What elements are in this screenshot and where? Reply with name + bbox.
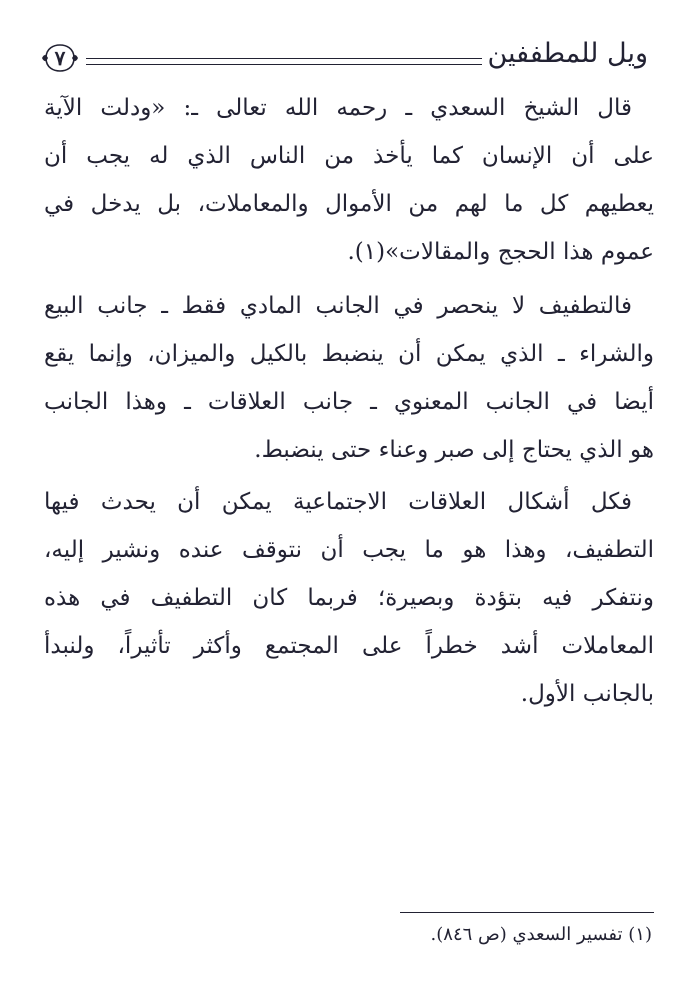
page-number: ٧ bbox=[54, 46, 66, 70]
text-line: عموم هذا الحجج والمقالات»(١). bbox=[347, 239, 654, 265]
paragraph bbox=[44, 84, 654, 276]
main-text bbox=[44, 84, 654, 718]
text-line: فكل أشكال العلاقات الاجتماعية يمكن أن يحدث فيها bbox=[44, 489, 632, 515]
running-title: ويل للمطففين bbox=[487, 38, 648, 69]
paragraph bbox=[44, 478, 654, 718]
text-line: المعاملات أشد خطراً على المجتمع وأكثر تأثيراً، ولنبدأ bbox=[44, 633, 654, 659]
text-line: على أن الإنسان كما يأخذ من الناس الذي له يجب أن bbox=[44, 143, 654, 169]
page-number-ornament bbox=[40, 42, 80, 74]
header-rule-bottom bbox=[86, 64, 482, 65]
text-line: قال الشيخ السعدي ـ رحمه الله تعالى ـ: «ودلت الآية bbox=[44, 95, 632, 121]
footnote: (١) تفسير السعدي (ص ٨٤٦). bbox=[430, 924, 652, 945]
paragraph bbox=[44, 282, 654, 474]
text-line: والشراء ـ الذي يمكن أن ينضبط بالكيل والميزان، وإنما يقع bbox=[44, 341, 654, 367]
text-line: يعطيهم كل ما لهم من الأموال والمعاملات، بل يدخل في bbox=[44, 191, 654, 217]
header-rule-top bbox=[86, 58, 482, 59]
running-header bbox=[40, 34, 652, 84]
text-line: أيضا في الجانب المعنوي ـ جانب العلاقات ـ وهذا الجانب bbox=[44, 389, 654, 415]
text-line: بالجانب الأول. bbox=[520, 681, 654, 707]
footnote-rule bbox=[400, 912, 654, 913]
text-line: هو الذي يحتاج إلى صبر وعناء حتى ينضبط. bbox=[254, 437, 654, 463]
text-line: التطفيف، وهذا هو ما يجب أن نتوقف عنده ونشير إليه، bbox=[44, 537, 654, 563]
text-line: فالتطفيف لا ينحصر في الجانب المادي فقط ـ جانب البيع bbox=[44, 293, 632, 319]
text-line: ونتفكر فيه بتؤدة وبصيرة؛ فربما كان التطفيف في هذه bbox=[44, 585, 654, 611]
